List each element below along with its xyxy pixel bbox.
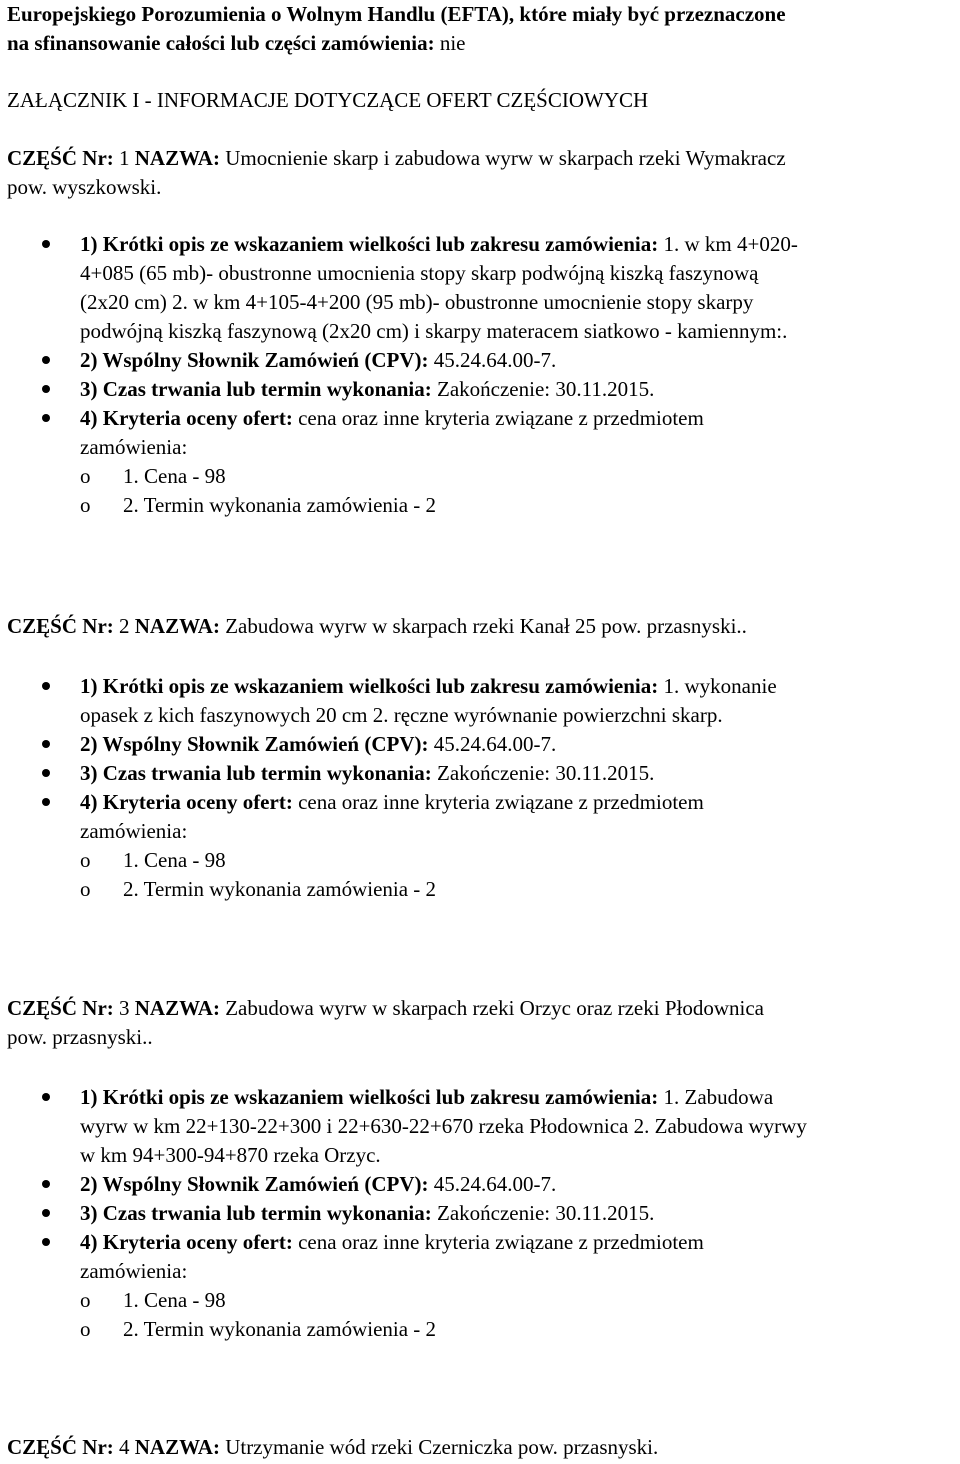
part-name: Umocnienie skarp i zabudowa wyrw w skarpach rzeki Wymakracz <box>219 146 786 170</box>
part-1-criteria <box>80 404 960 433</box>
part-3-heading <box>7 994 960 1023</box>
part-1-cpv <box>80 346 960 375</box>
bullet-icon <box>42 769 50 777</box>
part-name: Zabudowa wyrw w skarpach rzeki Kanał 25 pow. przasnyski.. <box>219 614 747 638</box>
bullet-icon <box>42 385 50 393</box>
criteria-text: cena oraz inne kryteria związane z przedmiotem <box>292 406 704 430</box>
cpv-label: 2) Wspólny Słownik Zamówień (CPV): <box>80 348 429 372</box>
criteria-label: 4) Kryteria oceny ofert: <box>80 406 293 430</box>
part-number: 1 <box>113 146 135 170</box>
part-label: CZĘŚĆ Nr: <box>7 996 114 1020</box>
funding-line-2 <box>7 29 960 58</box>
part-label: CZĘŚĆ Nr: <box>7 614 114 638</box>
part-3-criteria <box>80 1228 960 1257</box>
short-desc-label: 1) Krótki opis ze wskazaniem wielkości lub zakresu zamówienia: <box>80 1085 659 1109</box>
funding-label: na sfinansowanie całości lub części zamówienia: <box>7 31 435 55</box>
funding-value: nie <box>434 31 466 55</box>
part-3-criteria-line-2: zamówienia: <box>80 1259 188 1283</box>
part-number: 3 <box>113 996 135 1020</box>
part-number: 4 <box>113 1435 135 1459</box>
sub-bullet-marker: o <box>80 1317 91 1341</box>
part-1-desc-line-4: podwójną kiszką faszynową (2x20 cm) i skarpy materacem siatkowo - kamiennym:. <box>80 319 788 343</box>
sub-bullet-marker: o <box>80 877 91 901</box>
part-1-criterion-2: 2. Termin wykonania zamówienia - 2 <box>123 493 437 517</box>
cpv-value: 45.24.64.00-7. <box>428 732 557 756</box>
bullet-icon <box>42 1093 50 1101</box>
sub-bullet-marker: o <box>80 493 91 517</box>
bullet-icon <box>42 240 50 248</box>
part-3-desc-line-2: wyrw w km 22+130-22+300 i 22+630-22+670 rzeka Płodownica 2. Zabudowa wyrwy <box>80 1114 807 1138</box>
part-1-desc-line-1 <box>80 230 960 259</box>
cpv-label: 2) Wspólny Słownik Zamówień (CPV): <box>80 1172 429 1196</box>
part-2-desc-line-1 <box>80 672 960 701</box>
part-2-heading <box>7 612 960 641</box>
part-2-desc-line-2: opasek z kich faszynowych 20 cm 2. ręczne wyrównanie powierzchni skarp. <box>80 703 723 727</box>
part-1-criterion-1: 1. Cena - 98 <box>123 464 226 488</box>
time-value: Zakończenie: 30.11.2015. <box>431 761 655 785</box>
cpv-value: 45.24.64.00-7. <box>428 348 557 372</box>
time-label: 3) Czas trwania lub termin wykonania: <box>80 1201 432 1225</box>
part-3-desc-line-1 <box>80 1083 960 1112</box>
part-label: CZĘŚĆ Nr: <box>7 146 114 170</box>
part-name: Zabudowa wyrw w skarpach rzeki Orzyc oraz rzeki Płodownica <box>219 996 764 1020</box>
criteria-text: cena oraz inne kryteria związane z przedmiotem <box>292 790 704 814</box>
sub-bullet-marker: o <box>80 464 91 488</box>
part-number: 2 <box>113 614 135 638</box>
bullet-icon <box>42 740 50 748</box>
part-3-criterion-1: 1. Cena - 98 <box>123 1288 226 1312</box>
short-desc-label: 1) Krótki opis ze wskazaniem wielkości lub zakresu zamówienia: <box>80 232 659 256</box>
time-label: 3) Czas trwania lub termin wykonania: <box>80 377 432 401</box>
bullet-icon <box>42 356 50 364</box>
part-2-criterion-2: 2. Termin wykonania zamówienia - 2 <box>123 877 437 901</box>
name-label: NAZWA: <box>134 614 220 638</box>
bullet-icon <box>42 1238 50 1246</box>
part-2-time <box>80 759 960 788</box>
part-1-criteria-line-2: zamówienia: <box>80 435 188 459</box>
part-name: Utrzymanie wód rzeki Czerniczka pow. przasnyski. <box>219 1435 659 1459</box>
time-value: Zakończenie: 30.11.2015. <box>431 377 655 401</box>
name-label: NAZWA: <box>134 1435 220 1459</box>
short-desc-text: 1. Zabudowa <box>658 1085 774 1109</box>
criteria-text: cena oraz inne kryteria związane z przedmiotem <box>292 1230 704 1254</box>
bullet-icon <box>42 414 50 422</box>
part-1-name-line-2: pow. wyszkowski. <box>7 175 162 199</box>
part-2-criteria <box>80 788 960 817</box>
bullet-icon <box>42 798 50 806</box>
criteria-label: 4) Kryteria oceny ofert: <box>80 1230 293 1254</box>
short-desc-label: 1) Krótki opis ze wskazaniem wielkości lub zakresu zamówienia: <box>80 674 659 698</box>
bullet-icon <box>42 682 50 690</box>
bullet-icon <box>42 1180 50 1188</box>
short-desc-text: 1. wykonanie <box>658 674 777 698</box>
sub-bullet-marker: o <box>80 1288 91 1312</box>
bullet-icon <box>42 1209 50 1217</box>
sub-bullet-marker: o <box>80 848 91 872</box>
cpv-label: 2) Wspólny Słownik Zamówień (CPV): <box>80 732 429 756</box>
funding-line-1: Europejskiego Porozumienia o Wolnym Handlu (EFTA), które miały być przeznaczone <box>7 2 786 26</box>
part-4-heading <box>7 1433 960 1462</box>
part-3-cpv <box>80 1170 960 1199</box>
cpv-value: 45.24.64.00-7. <box>428 1172 557 1196</box>
part-2-cpv <box>80 730 960 759</box>
name-label: NAZWA: <box>134 146 220 170</box>
time-value: Zakończenie: 30.11.2015. <box>431 1201 655 1225</box>
part-1-desc-line-3: (2x20 cm) 2. w km 4+105-4+200 (95 mb)- obustronne umocnienie stopy skarpy <box>80 290 754 314</box>
name-label: NAZWA: <box>134 996 220 1020</box>
part-3-time <box>80 1199 960 1228</box>
part-1-desc-line-2: 4+085 (65 mb)- obustronne umocnienia stopy skarp podwójną kiszką faszynową <box>80 261 759 285</box>
part-3-name-line-2: pow. przasnyski.. <box>7 1025 153 1049</box>
time-label: 3) Czas trwania lub termin wykonania: <box>80 761 432 785</box>
part-3-criterion-2: 2. Termin wykonania zamówienia - 2 <box>123 1317 437 1341</box>
part-3-desc-line-3: w km 94+300-94+870 rzeka Orzyc. <box>80 1143 381 1167</box>
short-desc-text: 1. w km 4+020- <box>658 232 798 256</box>
part-2-criteria-line-2: zamówienia: <box>80 819 188 843</box>
annex-heading: ZAŁĄCZNIK I - INFORMACJE DOTYCZĄCE OFERT CZĘŚCIOWYCH <box>7 88 649 112</box>
criteria-label: 4) Kryteria oceny ofert: <box>80 790 293 814</box>
part-2-criterion-1: 1. Cena - 98 <box>123 848 226 872</box>
part-1-heading <box>7 144 960 173</box>
part-label: CZĘŚĆ Nr: <box>7 1435 114 1459</box>
part-1-time <box>80 375 960 404</box>
